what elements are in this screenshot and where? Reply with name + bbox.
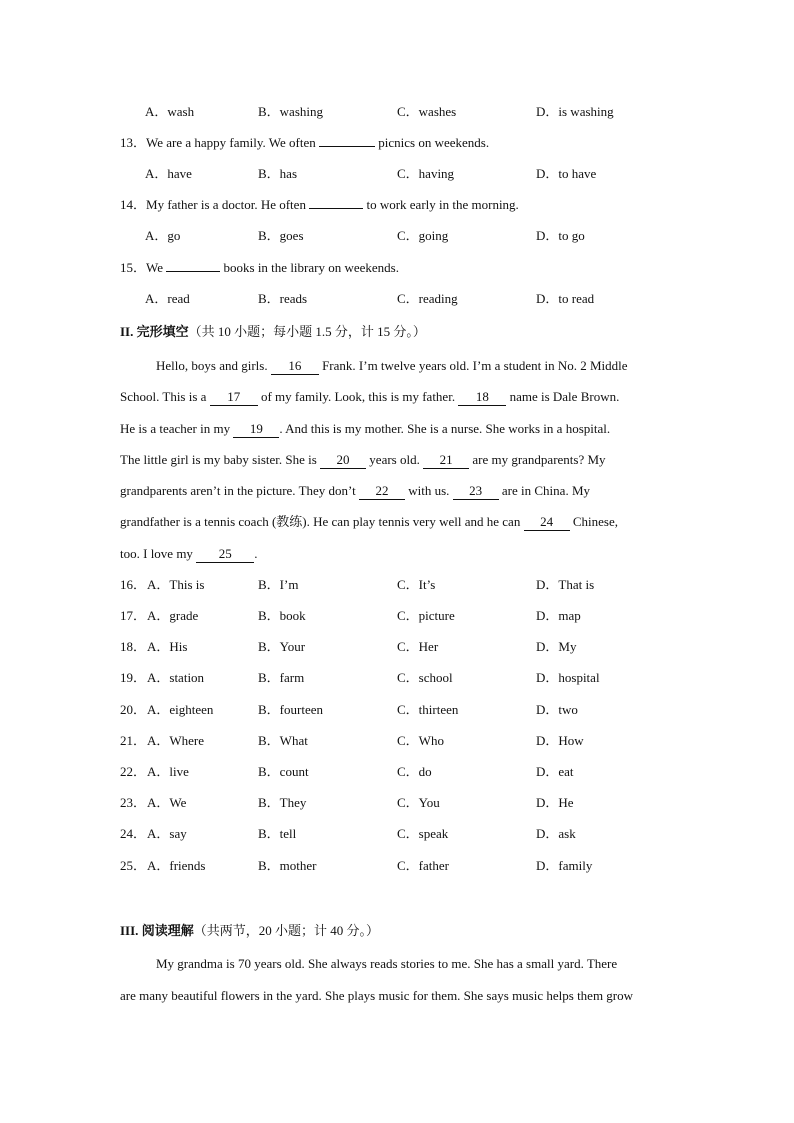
option-d: D．to read — [536, 291, 595, 306]
q12-options — [0, 102, 794, 122]
blank-23: 23 — [453, 483, 499, 500]
option-d: D．family — [536, 858, 593, 873]
option-d: D．is washing — [536, 104, 614, 119]
q13-options — [0, 164, 794, 184]
question-number: 22． — [120, 764, 147, 779]
option-c: C．washes — [397, 104, 457, 119]
option-c: C．father — [397, 858, 449, 873]
section-note: （共两节，20 小题；计 40 分。） — [193, 923, 379, 938]
question-19 — [0, 668, 794, 688]
option-b: B．washing — [258, 104, 324, 119]
question-number: 25． — [120, 858, 147, 873]
question-21 — [0, 731, 794, 751]
passage-text: Hello, boys and girls. — [156, 358, 268, 373]
option-b: B．has — [258, 166, 298, 181]
passage-text: are in China. My — [501, 483, 590, 498]
passage-text: of my family. Look, this is my father. — [260, 389, 456, 404]
option-a: A．say — [147, 826, 187, 841]
passage-text: . — [254, 546, 258, 561]
question-text: books in the library on weekends. — [223, 260, 399, 275]
option-c: C．school — [397, 670, 453, 685]
option-d: D．ask — [536, 826, 576, 841]
question-number: 20． — [120, 702, 147, 717]
option-b: B．Your — [258, 639, 306, 654]
option-a: A．read — [145, 291, 190, 306]
question-24 — [0, 824, 794, 844]
option-a: A．We — [147, 795, 187, 810]
question-16 — [0, 575, 794, 595]
option-c: C．Her — [397, 639, 439, 654]
cloze-line-4 — [0, 450, 794, 470]
option-b: B．goes — [258, 228, 304, 243]
option-a: A．live — [147, 764, 189, 779]
blank-24: 24 — [524, 514, 570, 531]
option-a: A．His — [147, 639, 188, 654]
answer-blank — [319, 146, 375, 147]
question-text: picnics on weekends. — [378, 135, 490, 150]
blank-25: 25 — [196, 546, 254, 563]
blank-22: 22 — [359, 483, 405, 500]
reading-line-1 — [0, 954, 794, 974]
question-number: 24． — [120, 826, 147, 841]
question-13 — [0, 133, 794, 153]
cloze-line-1 — [0, 356, 794, 376]
option-a: A．Where — [147, 733, 205, 748]
option-b: B．They — [258, 795, 307, 810]
option-d: D．That is — [536, 577, 595, 592]
option-b: B．I’m — [258, 577, 299, 592]
option-a: A．have — [145, 166, 192, 181]
section-heading-reading — [0, 921, 794, 941]
blank-21: 21 — [423, 452, 469, 469]
question-20 — [0, 700, 794, 720]
q15-options — [0, 289, 794, 309]
passage-text: . And this is my mother. She is a nurse. She works in a hospital. — [279, 421, 611, 436]
question-23 — [0, 793, 794, 813]
passage-text: are many beautiful flowers in the yard. She plays music for them. She says music helps them grow — [120, 988, 634, 1003]
question-22 — [0, 762, 794, 782]
option-a: A．grade — [147, 608, 199, 623]
question-number: 23． — [120, 795, 147, 810]
passage-text: My grandma is 70 years old. She always reads stories to me. She has a small yard. There — [156, 956, 618, 971]
option-d: D．eat — [536, 764, 574, 779]
option-d: D．two — [536, 702, 578, 717]
answer-blank — [166, 271, 220, 272]
section-title: 完形填空 — [136, 324, 189, 339]
passage-text: name is Dale Brown. — [509, 389, 620, 404]
passage-text: Frank. I’m twelve years old. I’m a student in No. 2 Middle — [322, 358, 628, 373]
question-25 — [0, 856, 794, 876]
question-number: 17． — [120, 608, 147, 623]
question-number: 18． — [120, 639, 147, 654]
option-c: C．Who — [397, 733, 444, 748]
section-note: （共 10 小题；每小题 1.5 分，计 15 分。） — [188, 324, 426, 339]
cloze-line-2 — [0, 387, 794, 407]
question-15 — [0, 258, 794, 278]
passage-text: are my grandparents? My — [472, 452, 606, 467]
question-number: 13． — [120, 135, 147, 150]
question-18 — [0, 637, 794, 657]
option-b: B．farm — [258, 670, 305, 685]
option-c: C．reading — [397, 291, 458, 306]
option-d: D．hospital — [536, 670, 600, 685]
option-a: A．go — [145, 228, 181, 243]
passage-text: Chinese, — [572, 514, 618, 529]
option-a: A．wash — [145, 104, 195, 119]
blank-20: 20 — [320, 452, 366, 469]
question-number: 16． — [120, 577, 147, 592]
option-b: B．book — [258, 608, 306, 623]
option-b: B．count — [258, 764, 309, 779]
section-heading-cloze — [0, 322, 794, 342]
question-text: My father is a doctor. He often — [146, 197, 306, 212]
option-c: C．having — [397, 166, 455, 181]
option-b: B．reads — [258, 291, 308, 306]
cloze-line-6 — [0, 512, 794, 532]
blank-17: 17 — [210, 389, 258, 406]
option-c: C．It’s — [397, 577, 436, 592]
passage-text: School. This is a — [120, 389, 207, 404]
option-a: A．station — [147, 670, 205, 685]
option-d: D．How — [536, 733, 584, 748]
passage-text: too. I love my — [120, 546, 193, 561]
cloze-line-5 — [0, 481, 794, 501]
reading-line-2 — [0, 986, 794, 1006]
option-a: A．This is — [147, 577, 205, 592]
option-c: C．picture — [397, 608, 455, 623]
option-b: B．mother — [258, 858, 317, 873]
q14-options — [0, 226, 794, 246]
option-c: C．speak — [397, 826, 449, 841]
passage-text: grandparents aren’t in the picture. They don’t — [120, 483, 356, 498]
question-text: to work early in the morning. — [366, 197, 519, 212]
question-number: 21． — [120, 733, 147, 748]
option-d: D．My — [536, 639, 577, 654]
question-text: We are a happy family. We often — [146, 135, 316, 150]
answer-blank — [309, 208, 363, 209]
blank-16: 16 — [271, 358, 319, 375]
cloze-line-3 — [0, 419, 794, 439]
passage-text: grandfather is a tennis coach (教练). He can play tennis very well and he can — [120, 514, 521, 529]
question-17 — [0, 606, 794, 626]
question-text: We — [146, 260, 164, 275]
passage-text: The little girl is my baby sister. She is — [120, 452, 317, 467]
option-a: A．friends — [147, 858, 206, 873]
option-d: D．to have — [536, 166, 597, 181]
option-a: A．eighteen — [147, 702, 214, 717]
question-number: 14． — [120, 197, 147, 212]
cloze-line-7 — [0, 544, 794, 564]
question-number: 15． — [120, 260, 147, 275]
option-c: C．thirteen — [397, 702, 459, 717]
passage-text: He is a teacher in my — [120, 421, 231, 436]
option-c: C．going — [397, 228, 449, 243]
option-d: D．map — [536, 608, 581, 623]
option-d: D．He — [536, 795, 574, 810]
blank-19: 19 — [233, 421, 279, 438]
option-d: D．to go — [536, 228, 585, 243]
question-number: 19． — [120, 670, 147, 685]
section-number: II. — [120, 324, 134, 339]
option-b: B．tell — [258, 826, 297, 841]
option-b: B．What — [258, 733, 308, 748]
option-b: B．fourteen — [258, 702, 323, 717]
option-c: C．do — [397, 764, 432, 779]
question-14 — [0, 195, 794, 215]
section-title: 阅读理解 — [141, 923, 194, 938]
option-c: C．You — [397, 795, 440, 810]
passage-text: with us. — [408, 483, 450, 498]
passage-text: years old. — [369, 452, 420, 467]
blank-18: 18 — [458, 389, 506, 406]
section-number: III. — [120, 923, 139, 938]
